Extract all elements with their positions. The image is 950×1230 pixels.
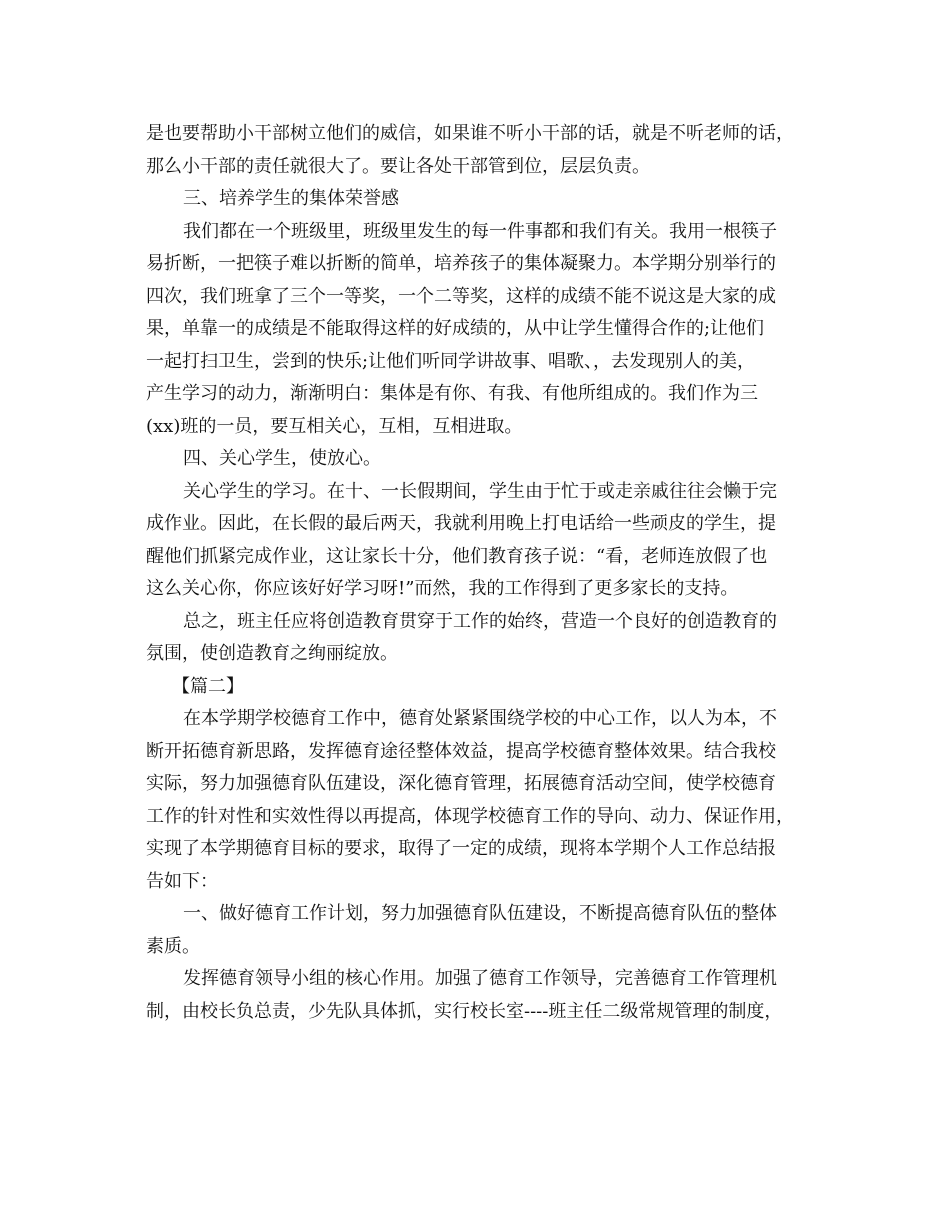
text-line: 醒他们抓紧完成作业，这让家长十分，他们教育孩子说：“看，老师连放假了也 [146, 545, 768, 567]
text-line: (xx)班的一员，要互相关心，互相，互相进取。 [146, 415, 523, 437]
text-line: 一起打扫卫生，尝到的快乐;让他们听同学讲故事、唱歌、，去发现别人的美， [146, 350, 756, 372]
text-line: 发挥德育领导小组的核心作用。加强了德育工作领导，完善德育工作管理机 [183, 968, 777, 989]
text-line: 那么小干部的责任就很大了。要让各处干部管到位，层层负责。 [146, 155, 650, 177]
text-line: 实现了本学期德育目标的要求，取得了一定的成绩，现将本学期个人工作总结报 [146, 838, 776, 859]
text-line: 是也要帮助小干部树立他们的威信，如果谁不听小干部的话，就是不听老师的话， [146, 123, 794, 144]
text-line: 实际，努力加强德育队伍建设，深化德育管理，拓展德育活动空间，使学校德育 [146, 773, 776, 794]
text-line: 在本学期学校德育工作中，德育处紧紧围绕学校的中心工作，以人为本，不 [183, 708, 777, 729]
text-line: 总之，班主任应将创造教育贯穿于工作的始终，营造一个良好的创造教育的 [183, 610, 777, 632]
text-line: 产生学习的动力，渐渐明白：集体是有你、有我、有他所组成的。我们作为三 [146, 383, 758, 404]
text-line: 成作业。因此，在长假的最后两天，我就利用晚上打电话给一些顽皮的学生，提 [146, 513, 776, 534]
text-line: 易折断，一把筷子难以折断的简单，培养孩子的集体凝聚力。本学期分别举行的 [146, 253, 776, 274]
text-line: 工作的针对性和实效性得以再提高，体现学校德育工作的导向、动力、保证作用， [146, 805, 794, 827]
section-heading: 四、关心学生，使放心。 [183, 448, 381, 469]
text-line: 断开拓德育新思路，发挥德育途径整体效益，提高学校德育整体效果。结合我校 [146, 740, 776, 762]
text-line: 关心学生的学习。在十、一长假期间，学生由于忙于或走亲戚往往会懒于完 [183, 480, 777, 502]
text-line: 告如下： [146, 870, 218, 892]
section-heading: 一、做好德育工作计划，努力加强德育队伍建设，不断提高德育队伍的整体 [183, 903, 777, 924]
text-line: 制，由校长负总责，少先队具体抓，实行校长室----班主任二级常规管理的制度， [146, 1000, 783, 1022]
document-body [146, 118, 810, 1028]
text-line: 我们都在一个班级里，班级里发生的每一件事都和我们有关。我用一根筷子 [183, 220, 777, 242]
text-line: 这么关心你，你应该好好学习呀!”而然，我的工作得到了更多家长的支持。 [146, 578, 739, 599]
part-heading: 【篇二】 [172, 675, 244, 697]
text-line: 氛围，使创造教育之绚丽绽放。 [146, 643, 398, 664]
text-line: 果，单靠一的成绩是不能取得这样的好成绩的，从中让学生懂得合作的;让他们 [146, 318, 765, 339]
section-heading: 三、培养学生的集体荣誉感 [183, 188, 399, 209]
text-line: 四次，我们班拿了三个一等奖，一个二等奖，这样的成绩不能不说这是大家的成 [146, 285, 776, 307]
text-line: 素质。 [146, 935, 200, 957]
